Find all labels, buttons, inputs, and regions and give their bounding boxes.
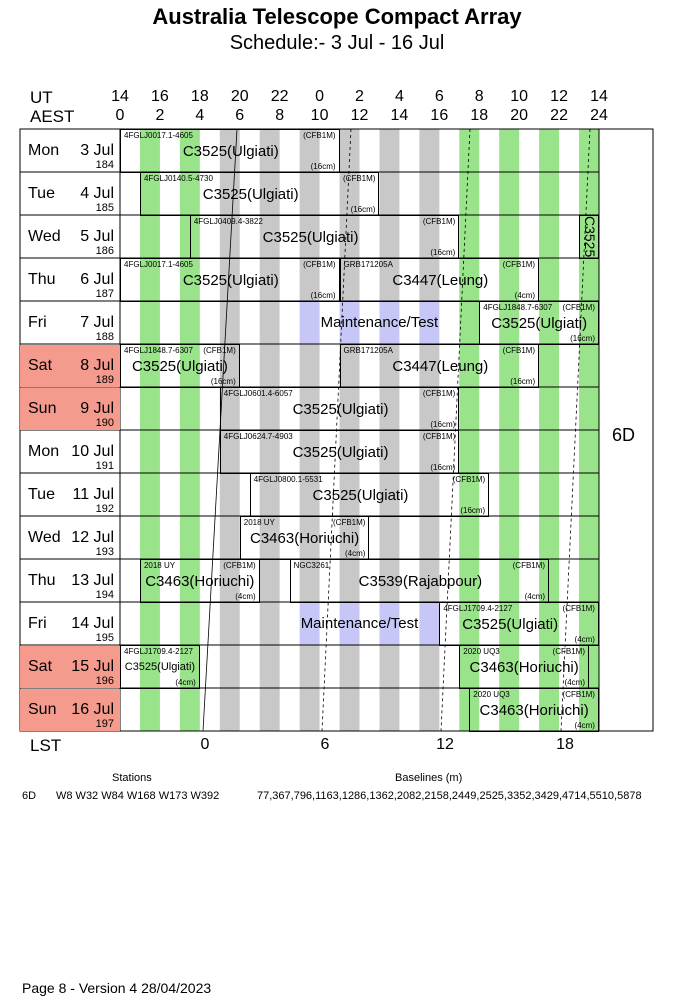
- day-label: [20, 689, 120, 731]
- hour-stripe: [180, 516, 200, 559]
- hour-stripe: [499, 516, 519, 559]
- hour-stripe: [539, 258, 559, 301]
- hour-stripe: [260, 559, 280, 602]
- hour-stripe: [300, 344, 320, 387]
- aest-tick-label: 6: [235, 107, 245, 124]
- block-correlator: (CFB1M): [502, 260, 536, 269]
- aest-tick-label: 14: [390, 107, 409, 124]
- block-target: 4FGLJ1709.4-2127: [443, 604, 513, 613]
- hour-stripe: [459, 387, 479, 430]
- observation-block[interactable]: [459, 645, 589, 689]
- day-name: Sat: [28, 357, 53, 374]
- block-target: 4FGLJ0624.7-4903: [223, 432, 293, 441]
- aest-tick-label: 16: [430, 107, 449, 124]
- block-correlator: (CFB1M): [422, 217, 456, 226]
- hour-stripe: [140, 602, 160, 645]
- block-project: C3525(Ulgiati): [182, 272, 279, 289]
- aest-tick-label: 20: [510, 107, 529, 124]
- lst-tick-label: 12: [436, 736, 454, 753]
- observation-block[interactable]: [479, 301, 599, 345]
- day-label: [20, 517, 120, 559]
- day-name: Thu: [28, 572, 56, 589]
- hour-stripe: [579, 258, 599, 301]
- block-project: C3463(Horiuchi): [145, 573, 255, 590]
- observation-block[interactable]: [120, 344, 240, 388]
- block-target: 4FGLJ0017.1-4605: [124, 260, 193, 269]
- block-receiver: (16cm): [210, 377, 236, 386]
- hour-stripe: [379, 129, 399, 172]
- block-project: C3539(Rajabpour): [358, 573, 483, 590]
- ut-tick-label: 10: [510, 88, 529, 105]
- block-receiver: (16cm): [430, 248, 456, 257]
- day-name: Sun: [28, 400, 57, 417]
- day-number: 188: [95, 331, 114, 343]
- block-correlator: (CFB1M): [502, 346, 536, 355]
- hour-stripe: [579, 559, 599, 602]
- block-target: 2018 UY: [143, 561, 176, 570]
- hour-stripe: [140, 516, 160, 559]
- hour-stripe: [140, 301, 160, 344]
- observation-block[interactable]: [120, 129, 340, 173]
- block-correlator: (CFB1M): [552, 647, 585, 656]
- hour-stripe: [499, 129, 519, 172]
- block-project: C3525(Ulgiati): [491, 315, 588, 332]
- block-target: 4FGLJ0409.4-3822: [193, 217, 263, 226]
- hour-stripe: [579, 387, 599, 430]
- day-date: 7 Jul: [80, 314, 114, 331]
- hour-stripe: [419, 172, 439, 215]
- hour-stripe: [459, 172, 479, 215]
- hour-stripe: [180, 602, 200, 645]
- hour-stripe: [539, 215, 559, 258]
- hour-stripe: [300, 688, 320, 731]
- block-correlator: (CFB1M): [562, 604, 595, 613]
- day-date: 3 Jul: [80, 142, 114, 159]
- hour-stripe: [579, 430, 599, 473]
- block-target: NGC3261: [293, 561, 330, 570]
- hour-stripe: [340, 645, 360, 688]
- ut-tick-label: 4: [394, 88, 404, 105]
- hour-stripe: [459, 215, 479, 258]
- day-number: 194: [95, 589, 114, 601]
- block-correlator: (CFB1M): [203, 346, 236, 355]
- block-project: C3447(Leung): [392, 272, 489, 289]
- hour-stripe: [220, 688, 240, 731]
- hour-stripe: [539, 129, 559, 172]
- block-receiver: (4cm): [345, 549, 366, 558]
- block-project: C3525(Ulgiati): [124, 661, 196, 673]
- day-date: 14 Jul: [71, 615, 114, 632]
- aest-tick-label: 18: [470, 107, 489, 124]
- hour-stripe: [180, 301, 200, 344]
- block-project: Maintenance/Test: [320, 314, 439, 331]
- block-project: C3525(Ulgiati): [131, 358, 228, 375]
- aest-tick-label: 0: [115, 107, 125, 124]
- observation-block[interactable]: [439, 602, 599, 646]
- aest-tick-label: 4: [195, 107, 205, 124]
- block-receiver: (16cm): [430, 463, 456, 472]
- block-receiver: (4cm): [524, 592, 546, 601]
- block-receiver: (4cm): [514, 291, 536, 300]
- day-label: [20, 259, 120, 301]
- block-correlator: (CFB1M): [303, 131, 336, 140]
- config-label: 6D: [612, 425, 636, 445]
- block-receiver: (16cm): [310, 291, 336, 300]
- block-target: 2018 UY: [243, 518, 275, 527]
- day-number: 190: [95, 417, 114, 429]
- hour-stripe: [419, 516, 439, 559]
- observation-block[interactable]: [120, 258, 340, 302]
- hour-stripe: [499, 215, 519, 258]
- observation-block[interactable]: [220, 387, 460, 431]
- ut-label: UT: [30, 88, 53, 107]
- maintenance-block[interactable]: [280, 602, 440, 646]
- block-receiver: (4cm): [574, 635, 595, 644]
- day-number: 185: [95, 202, 114, 214]
- day-name: Fri: [28, 314, 47, 331]
- block-receiver: (4cm): [175, 678, 196, 687]
- hour-stripe: [539, 430, 559, 473]
- observation-block[interactable]: [190, 215, 459, 259]
- day-label: [20, 560, 120, 602]
- aest-tick-label: 12: [350, 107, 369, 124]
- block-receiver: (16cm): [510, 377, 536, 386]
- day-name: Thu: [28, 271, 56, 288]
- hour-stripe: [220, 516, 240, 559]
- day-name: Wed: [28, 529, 61, 546]
- hour-stripe: [260, 688, 280, 731]
- hour-stripe: [579, 344, 599, 387]
- observation-block[interactable]: [140, 172, 380, 216]
- day-label: [20, 431, 120, 473]
- block-project: C3525(Ulgiati): [262, 229, 359, 246]
- ut-tick-label: 6: [434, 88, 444, 105]
- lst-label: LST: [30, 736, 62, 755]
- hour-stripe: [220, 645, 240, 688]
- hour-stripe: [499, 172, 519, 215]
- block-correlator: (CFB1M): [223, 561, 256, 570]
- hour-stripe: [539, 473, 559, 516]
- hour-stripe: [499, 430, 519, 473]
- ut-tick-label: 22: [270, 88, 289, 105]
- day-name: Tue: [28, 185, 55, 202]
- day-label: [20, 130, 120, 172]
- day-date: 16 Jul: [71, 701, 114, 718]
- day-date: 13 Jul: [71, 572, 114, 589]
- block-correlator: (CFB1M): [422, 432, 456, 441]
- day-name: Mon: [28, 443, 60, 460]
- block-correlator: (CFB1M): [562, 303, 595, 312]
- page-subtitle: Schedule:- 3 Jul - 16 Jul: [229, 32, 445, 54]
- block-target: 2020 UQ3: [473, 690, 510, 699]
- block-target: 4FGLJ0800.1-5531: [253, 475, 323, 484]
- baselines-heading: Baselines (m): [395, 772, 463, 784]
- day-number: 195: [95, 632, 114, 644]
- observation-block[interactable]: [220, 430, 460, 474]
- observation-block[interactable]: [340, 258, 540, 302]
- day-label: [20, 345, 120, 387]
- hour-stripe: [140, 215, 160, 258]
- day-date: 4 Jul: [80, 185, 114, 202]
- aest-tick-label: 8: [275, 107, 285, 124]
- observation-block[interactable]: [250, 473, 490, 517]
- hour-stripe: [340, 688, 360, 731]
- hour-stripe: [300, 645, 320, 688]
- hour-stripe: [180, 387, 200, 430]
- ut-tick-label: 2: [355, 88, 364, 105]
- hour-stripe: [220, 473, 240, 516]
- ut-tick-label: 14: [111, 88, 129, 105]
- hour-stripe: [539, 172, 559, 215]
- hour-stripe: [579, 172, 599, 215]
- hour-stripe: [579, 129, 599, 172]
- day-name: Sun: [28, 701, 57, 718]
- block-correlator: (CFB1M): [452, 475, 486, 484]
- hour-stripe: [140, 688, 160, 731]
- observation-block[interactable]: [290, 559, 549, 603]
- hour-stripe: [220, 301, 240, 344]
- day-number: 196: [95, 675, 114, 687]
- day-name: Tue: [28, 486, 55, 503]
- hour-stripe: [579, 473, 599, 516]
- hour-stripe: [579, 516, 599, 559]
- hour-stripe: [379, 645, 399, 688]
- ut-tick-label: 8: [474, 88, 484, 105]
- block-target: 4FGLJ1848.7-6307: [483, 303, 553, 312]
- block-receiver: (16cm): [350, 205, 376, 214]
- maintenance-block[interactable]: [280, 301, 480, 345]
- day-number: 186: [95, 245, 114, 257]
- day-number: 192: [95, 503, 114, 515]
- day-name: Fri: [28, 615, 47, 632]
- block-project: C3525(Ulgiati): [292, 444, 389, 461]
- block-receiver: (4cm): [564, 678, 585, 687]
- block-receiver: (16cm): [310, 162, 336, 171]
- aest-label: AEST: [30, 107, 75, 126]
- block-target: GRB171205A: [343, 260, 393, 269]
- day-date: 8 Jul: [80, 357, 114, 374]
- block-correlator: (CFB1M): [343, 174, 376, 183]
- day-name: Sat: [28, 658, 53, 675]
- hour-stripe: [379, 172, 399, 215]
- block-receiver: (16cm): [430, 420, 456, 429]
- day-date: 9 Jul: [80, 400, 114, 417]
- hour-stripe: [180, 473, 200, 516]
- hour-stripe: [539, 387, 559, 430]
- block-correlator: (CFB1M): [303, 260, 336, 269]
- ut-tick-label: 18: [190, 88, 209, 105]
- page-footer: Page 8 - Version 4 28/04/2023: [22, 980, 212, 996]
- day-number: 193: [95, 546, 114, 558]
- ut-tick-label: 20: [230, 88, 249, 105]
- hour-stripe: [260, 344, 280, 387]
- block-receiver: (4cm): [235, 592, 256, 601]
- day-label: [20, 302, 120, 344]
- day-name: Wed: [28, 228, 61, 245]
- hour-stripe: [459, 430, 479, 473]
- block-correlator: (CFB1M): [512, 561, 546, 570]
- hour-stripe: [419, 645, 439, 688]
- hour-stripe: [499, 473, 519, 516]
- aest-tick-label: 2: [155, 107, 165, 124]
- day-label: [20, 173, 120, 215]
- aest-tick-label: 10: [310, 107, 329, 124]
- observation-block[interactable]: [240, 516, 370, 560]
- day-date: 6 Jul: [80, 271, 114, 288]
- day-date: 12 Jul: [71, 529, 114, 546]
- block-target: 4FGLJ0140.5-4730: [143, 174, 213, 183]
- aest-tick-label: 24: [590, 107, 608, 124]
- hour-stripe: [140, 430, 160, 473]
- block-correlator: (CFB1M): [422, 389, 456, 398]
- day-date: 10 Jul: [71, 443, 114, 460]
- block-receiver: (16cm): [460, 506, 486, 515]
- block-correlator: (CFB1M): [333, 518, 366, 527]
- aest-tick-label: 22: [550, 107, 568, 124]
- block-project: C3525(Ulgiati): [182, 143, 279, 160]
- hour-stripe: [459, 129, 479, 172]
- block-project: C3447(Leung): [392, 358, 489, 375]
- hour-stripe: [459, 516, 479, 559]
- hour-stripe: [539, 344, 559, 387]
- hour-stripe: [220, 602, 240, 645]
- day-label: [20, 646, 120, 688]
- hour-stripe: [379, 688, 399, 731]
- lst-tick-label: 18: [556, 736, 574, 753]
- hour-stripe: [260, 645, 280, 688]
- hour-stripe: [260, 301, 280, 344]
- hour-stripe: [260, 602, 280, 645]
- hour-stripe: [379, 516, 399, 559]
- block-target: 4FGLJ1848.7-6307: [124, 346, 193, 355]
- day-date: 5 Jul: [80, 228, 114, 245]
- hour-stripe: [140, 473, 160, 516]
- day-label: [20, 216, 120, 258]
- day-date: 11 Jul: [72, 486, 114, 503]
- block-project: C3463(Horiuchi): [479, 702, 589, 719]
- observation-block[interactable]: [579, 215, 599, 259]
- day-date: 15 Jul: [71, 658, 114, 675]
- day-number: 184: [95, 159, 114, 171]
- day-label: [20, 474, 120, 516]
- hour-stripe: [140, 387, 160, 430]
- block-project: C3525: [581, 216, 598, 258]
- block-target: 4FGLJ0017.1-4605: [124, 131, 193, 140]
- lst-tick-label: 6: [320, 736, 330, 753]
- block-receiver: (4cm): [574, 721, 595, 730]
- block-target: GRB171205A: [343, 346, 393, 355]
- page-title: Australia Telescope Compact Array: [152, 4, 522, 29]
- block-project: C3463(Horiuchi): [250, 530, 360, 547]
- day-label: [20, 603, 120, 645]
- day-number: 197: [95, 718, 114, 730]
- ut-tick-label: 12: [550, 88, 568, 105]
- hour-stripe: [419, 129, 439, 172]
- block-target: 4FGLJ1709.4-2127: [124, 647, 193, 656]
- block-target: 4FGLJ0601.4-6057: [223, 389, 293, 398]
- block-project: C3525(Ulgiati): [312, 487, 409, 504]
- hour-stripe: [180, 688, 200, 731]
- hour-stripe: [180, 430, 200, 473]
- observation-block[interactable]: [140, 559, 260, 603]
- block-target: 2020 UQ3: [463, 647, 500, 656]
- observation-block[interactable]: [120, 645, 200, 689]
- block-project: C3463(Horiuchi): [469, 659, 579, 676]
- day-number: 189: [95, 374, 114, 386]
- observation-block[interactable]: [469, 688, 599, 732]
- block-correlator: (CFB1M): [562, 690, 595, 699]
- day-number: 191: [95, 460, 114, 472]
- block-project: C3525(Ulgiati): [462, 616, 559, 633]
- lst-tick-label: 0: [200, 736, 210, 753]
- ut-tick-label: 14: [590, 88, 608, 105]
- baselines-list: 77,367,796,1163,1286,1362,2082,2158,2449,2525,3352,3429,4714,5510,5878: [257, 790, 642, 802]
- block-receiver: (16cm): [570, 334, 595, 343]
- ut-tick-label: 16: [151, 88, 169, 105]
- stations-list: W8 W32 W84 W168 W173 W392: [56, 790, 220, 802]
- ut-tick-label: 0: [315, 88, 325, 105]
- hour-stripe: [539, 516, 559, 559]
- hour-stripe: [419, 688, 439, 731]
- block-project: Maintenance/Test: [300, 615, 419, 632]
- stations-heading: Stations: [112, 772, 152, 784]
- observation-block[interactable]: [340, 344, 540, 388]
- block-project: C3525(Ulgiati): [202, 186, 299, 203]
- day-number: 187: [95, 288, 114, 300]
- stations-config: 6D: [22, 790, 37, 802]
- day-name: Mon: [28, 142, 60, 159]
- day-label: [20, 388, 120, 430]
- hour-stripe: [499, 387, 519, 430]
- block-project: C3525(Ulgiati): [292, 401, 389, 418]
